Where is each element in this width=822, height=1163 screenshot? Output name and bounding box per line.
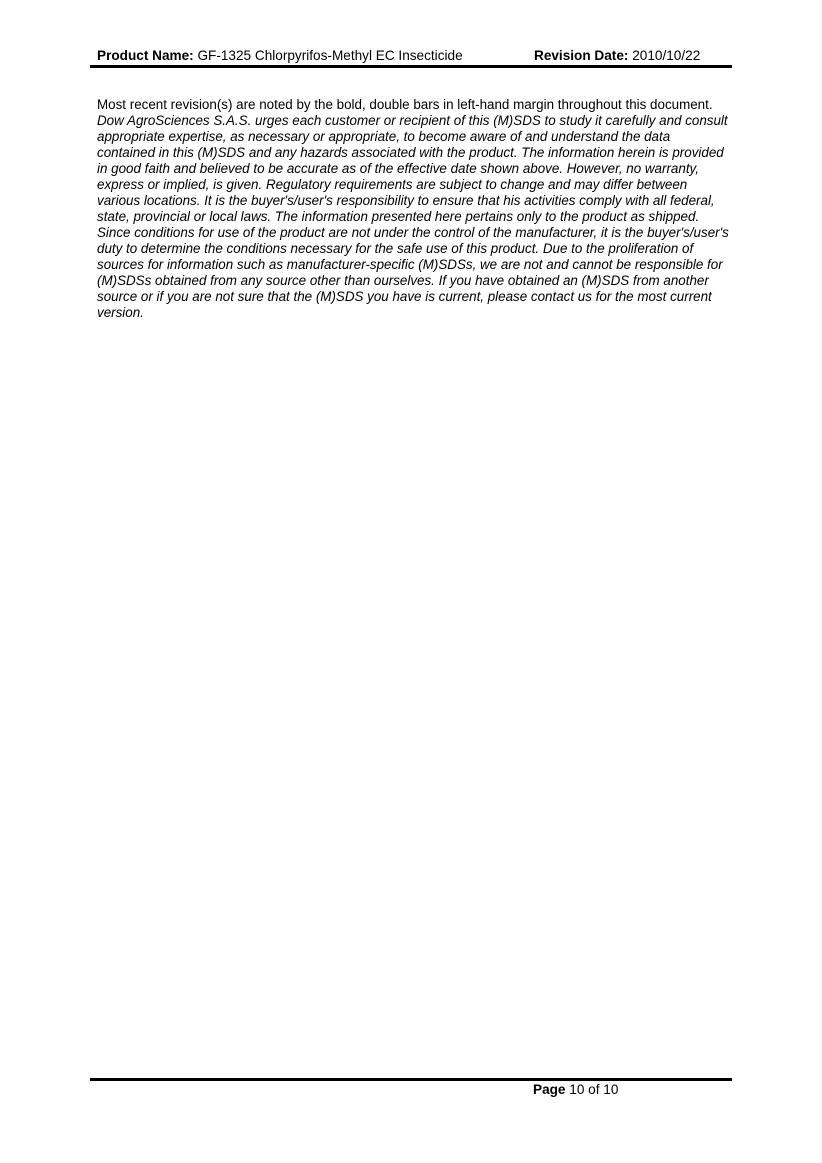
- page-value: 10 of 10: [569, 1082, 619, 1097]
- product-name-value: GF-1325 Chlorpyrifos-Methyl EC Insecticide: [197, 48, 463, 63]
- product-name-label: Product Name:: [97, 48, 194, 63]
- disclaimer-paragraph: Dow AgroSciences S.A.S. urges each customer or recipient of this (M)SDS to study it carefully and consult appropriate expertise, as necessary or appropriate, to become aware of and understand the data contained in this (M)SDS and any hazards associated with the product. The information herein is provided in good faith and believed to be accurate as of the effective date shown above. However, no warranty, express or implied, is given. Regulatory requirements are subject to change and may differ between various locations. It is the buyer's/user's responsibility to ensure that his activities comply with all federal, state, provincial or local laws. The information presented here pertains only to the product as shipped. Since conditions for use of the product are not under the control of the manufacturer, it is the buyer's/user's duty to determine the conditions necessary for the safe use of this product. Due to the proliferation of sources for information such as manufacturer-specific (M)SDSs, we are not and cannot be responsible for (M)SDSs obtained from any source other than ourselves. If you have obtained an (M)SDS from another source or if you are not sure that the (M)SDS you have is current, please contact us for the most current version.: [97, 113, 729, 320]
- page-number: [533, 1081, 618, 1099]
- revision-date-value: 2010/10/22: [632, 48, 701, 63]
- revision-date: [534, 47, 700, 65]
- revision-date-label: Revision Date:: [534, 48, 629, 63]
- page-label: Page: [533, 1082, 566, 1097]
- document-body: [97, 97, 729, 321]
- header-rule: [90, 65, 732, 68]
- page-header: [97, 47, 732, 65]
- revision-note: Most recent revision(s) are noted by the bold, double bars in left-hand margin throughout this document.: [97, 97, 713, 112]
- product-name: [97, 47, 463, 65]
- footer-rule: [90, 1078, 732, 1081]
